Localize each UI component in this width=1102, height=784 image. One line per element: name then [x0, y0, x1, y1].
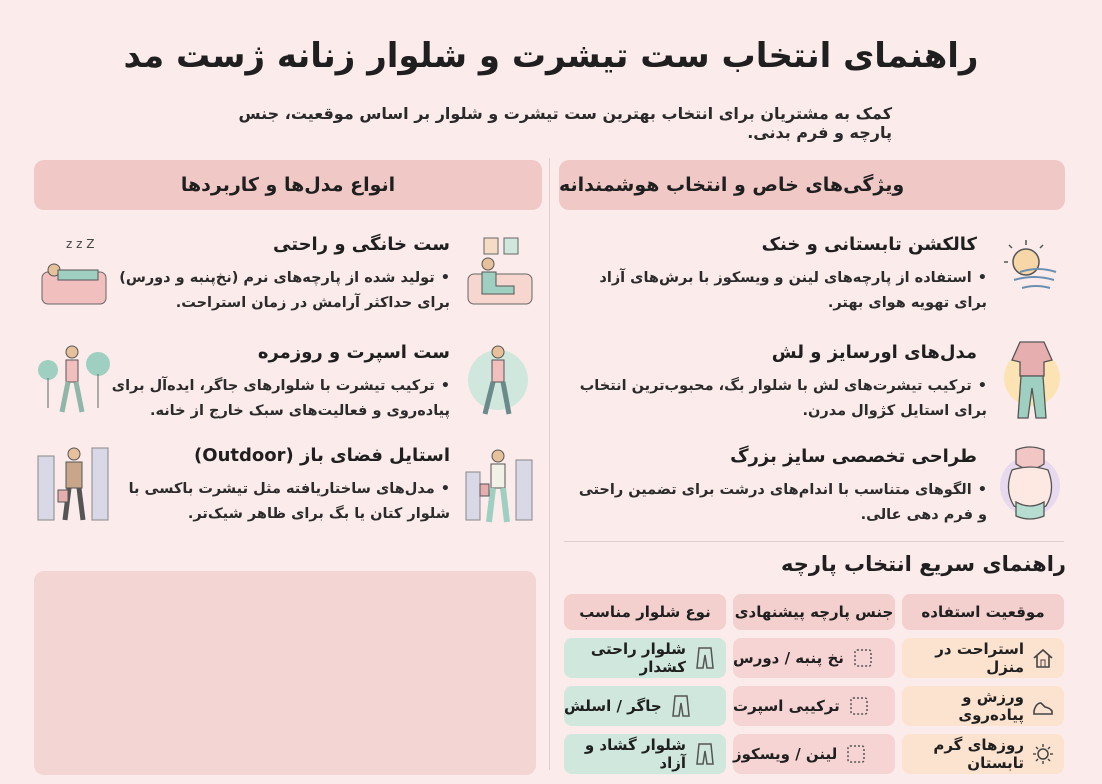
fabric-swatch-icon [848, 695, 870, 717]
fabric-swatch-icon [845, 743, 867, 765]
table-cell-pants: جاگر / اسلش [564, 686, 726, 726]
sun-wind-icon [1000, 232, 1062, 298]
woman-sleeping-sofa-icon [38, 234, 110, 312]
feature-title-oversize: مدل‌های اورسایز و لش [771, 342, 977, 363]
woman-shopping-city-icon [36, 442, 112, 530]
model-body-home: • تولید شده از پارچه‌های نرم (نخ‌پنبه و دورس) برای حداکثر آرامش در زمان استراحت. [110, 266, 450, 316]
table-cell-fabric: ترکیبی اسپرت [733, 686, 895, 726]
table-cell-pants: شلوار راحتی کشدار [564, 638, 726, 678]
svg-text:z z Z: z z Z [66, 237, 95, 251]
model-title-sport: ست اسپرت و روزمره [257, 342, 450, 363]
table-cell-location: استراحت در منزل [902, 638, 1064, 678]
sneaker-icon [1032, 695, 1054, 717]
feature-title-summer: کالکشن تابستانی و خنک [761, 234, 977, 255]
model-title-home: ست خانگی و راحتی [273, 234, 450, 255]
woman-walking-park-icon [36, 338, 112, 422]
pants-icon [694, 646, 716, 670]
feature-title-plus-size: طراحی تخصصی سایز بزرگ [730, 446, 977, 467]
pants-icon [694, 742, 716, 766]
fabric-swatch-icon [852, 647, 874, 669]
models-panel-heading: انواع مدل‌ها و کاربردها [34, 160, 542, 210]
feature-body-oversize: • ترکیب تیشرت‌های لش با شلوار بگ، محبوب‌ترین انتخاب برای استایل کژوال مدرن. [577, 374, 987, 424]
model-body-outdoor: • مدل‌های ساختاریافته مثل تیشرت باکسی با شلوار کتان یا بگ برای ظاهر شیک‌تر. [110, 477, 450, 527]
features-panel-heading: ویژگی‌های خاص و انتخاب هوشمندانه [559, 160, 1065, 210]
table-header-fabric: جنس پارچه پیشنهادی [733, 594, 895, 630]
table-cell-pants: شلوار گشاد و آزاد [564, 734, 726, 774]
model-body-sport: • ترکیب تیشرت با شلوارهای جاگر، ایده‌آل برای پیاده‌روی و فعالیت‌های سبک خارج از خانه. [110, 374, 450, 424]
feature-body-summer: • استفاده از پارچه‌های لینن و ویسکوز با برش‌های آزاد برای تهویه هوای بهتر. [577, 266, 987, 316]
pants-icon [670, 694, 692, 718]
house-icon [1032, 647, 1054, 669]
page-subtitle: کمک به مشتریان برای انتخاب بهترین ست تیشرت و شلوار بر اساس موقعیت، جنس پارچه و فرم بدنی. [238, 104, 892, 142]
section-divider [564, 541, 1064, 542]
woman-walking-icon [466, 338, 530, 422]
model-title-outdoor: استایل فضای باز (Outdoor) [194, 445, 450, 466]
table-cell-fabric: لینن / ویسکوز [733, 734, 895, 774]
table-cell-fabric: نخ پنبه / دورس [733, 638, 895, 678]
table-header-location: موقعیت استفاده [902, 594, 1064, 630]
woman-sitting-sofa-icon [464, 234, 536, 312]
sun-icon [1032, 743, 1054, 765]
oversize-outfit-icon [1000, 332, 1062, 424]
table-cell-location: ورزش و پیاده‌روی [902, 686, 1064, 726]
page-title: راهنمای انتخاب ست تیشرت و شلوار زنانه ژست مد [123, 36, 979, 76]
table-header-pants: نوع شلوار مناسب [564, 594, 726, 630]
column-divider [549, 158, 550, 770]
woman-city-icon [464, 442, 536, 530]
plus-size-body-icon [998, 440, 1064, 532]
feature-body-plus-size: • الگوهای متناسب با اندام‌های درشت برای تضمین راحتی و فرم دهی عالی. [577, 478, 987, 528]
empty-placeholder-box [34, 571, 536, 775]
fabric-guide-title: راهنمای سریع انتخاب پارچه [780, 552, 1066, 576]
table-cell-location: روزهای گرم تابستان [902, 734, 1064, 774]
